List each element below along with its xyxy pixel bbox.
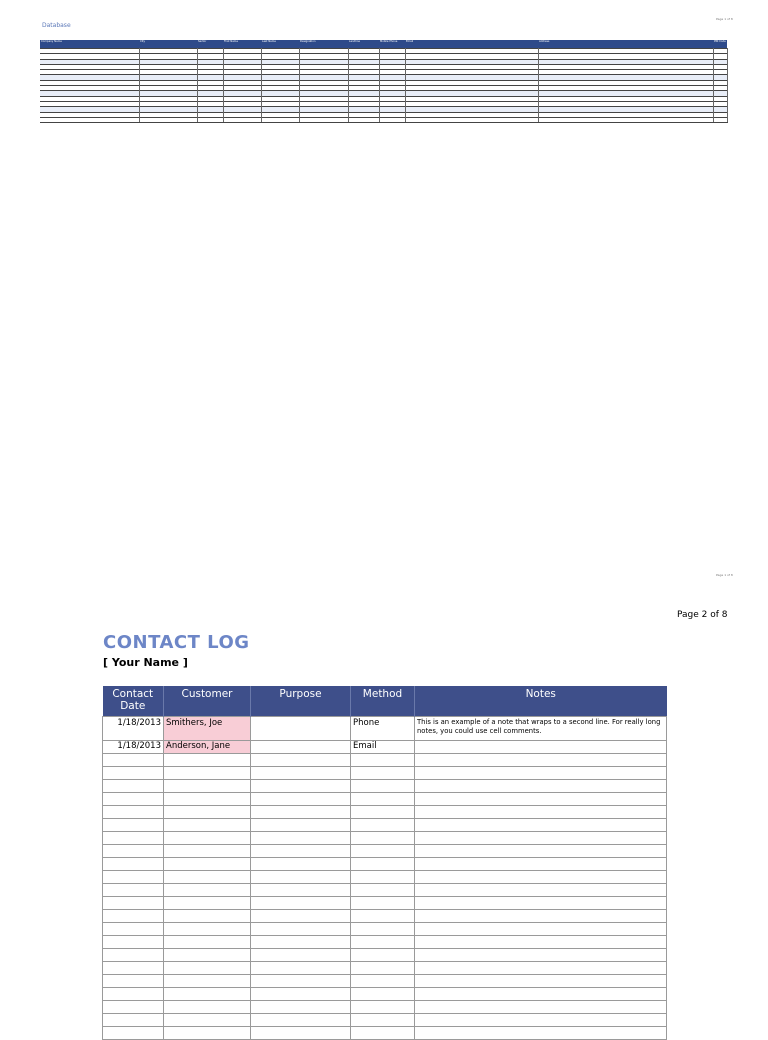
table-row [103, 910, 667, 923]
table-row [103, 767, 667, 780]
table-row [103, 871, 667, 884]
table-row [103, 741, 667, 754]
db-cell [40, 117, 139, 122]
table-row [103, 949, 667, 962]
cell-date[interactable] [103, 1001, 164, 1014]
cell-customer[interactable] [164, 988, 251, 1001]
db-cell [139, 117, 197, 122]
cell-customer[interactable] [164, 936, 251, 949]
cell-method[interactable] [351, 988, 415, 1001]
cell-customer[interactable] [164, 767, 251, 780]
cell-purpose[interactable] [251, 871, 351, 884]
cell-notes[interactable] [415, 858, 667, 871]
cell-method[interactable] [351, 975, 415, 988]
table-row [103, 832, 667, 845]
table-row [103, 858, 667, 871]
cell-date[interactable] [103, 884, 164, 897]
cell-purpose[interactable] [251, 754, 351, 767]
cell-notes[interactable] [415, 754, 667, 767]
cell-purpose[interactable] [251, 767, 351, 780]
cell-date[interactable] [103, 806, 164, 819]
database-table [40, 40, 727, 123]
cell-method[interactable] [351, 962, 415, 975]
cell-customer[interactable] [164, 858, 251, 871]
cell-date[interactable] [103, 871, 164, 884]
page-tag-top: Page 1 of 8 [716, 17, 733, 21]
cell-method[interactable] [351, 754, 415, 767]
cell-method[interactable] [351, 897, 415, 910]
cell-notes[interactable] [415, 780, 667, 793]
db-cell [405, 117, 538, 122]
table-row [103, 1001, 667, 1014]
cell-purpose[interactable] [251, 741, 351, 754]
cell-purpose[interactable] [251, 949, 351, 962]
cell-date[interactable] [103, 975, 164, 988]
cell-customer[interactable] [164, 780, 251, 793]
page-tag-mid: Page 1 of 8 [716, 573, 733, 577]
cell-purpose[interactable] [251, 858, 351, 871]
cell-method[interactable] [351, 767, 415, 780]
table-row [103, 923, 667, 936]
col-contact-date: Contact Date [103, 686, 164, 717]
col-customer: Customer [164, 686, 251, 717]
cell-date[interactable] [103, 1014, 164, 1027]
cell-method[interactable] [351, 910, 415, 923]
cell-date[interactable] [103, 832, 164, 845]
database-title: Database [42, 22, 71, 29]
cell-purpose[interactable] [251, 819, 351, 832]
cell-method[interactable] [351, 871, 415, 884]
cell-date[interactable] [103, 910, 164, 923]
cell-purpose[interactable] [251, 832, 351, 845]
cell-notes[interactable] [415, 1027, 667, 1040]
cell-notes[interactable] [415, 910, 667, 923]
contact-log-body [103, 717, 667, 1040]
cell-notes[interactable] [415, 923, 667, 936]
database-header-row [40, 40, 727, 49]
cell-purpose[interactable] [251, 936, 351, 949]
page-title: CONTACT LOG [103, 632, 250, 653]
cell-purpose[interactable] [251, 1001, 351, 1014]
cell-method[interactable] [351, 936, 415, 949]
cell-date[interactable] [103, 754, 164, 767]
cell-notes[interactable] [415, 767, 667, 780]
table-row [103, 897, 667, 910]
cell-method[interactable]: Phone [351, 717, 415, 741]
db-cell [538, 117, 713, 122]
cell-purpose[interactable] [251, 910, 351, 923]
cell-customer[interactable] [164, 754, 251, 767]
cell-customer[interactable] [164, 1027, 251, 1040]
db-col-last-name: Last Name [261, 40, 299, 49]
db-col-pin: PIN Code [713, 40, 727, 49]
cell-date[interactable] [103, 962, 164, 975]
cell-notes[interactable] [415, 949, 667, 962]
cell-purpose[interactable] [251, 717, 351, 741]
cell-notes[interactable] [415, 936, 667, 949]
cell-purpose[interactable] [251, 806, 351, 819]
col-method: Method [351, 686, 415, 717]
col-purpose: Purpose [251, 686, 351, 717]
table-row [40, 117, 727, 122]
db-cell [713, 117, 727, 122]
cell-customer[interactable] [164, 910, 251, 923]
contact-log-header-row [103, 686, 667, 717]
cell-method[interactable] [351, 949, 415, 962]
cell-date[interactable] [103, 793, 164, 806]
cell-date[interactable] [103, 936, 164, 949]
cell-notes[interactable] [415, 975, 667, 988]
cell-date[interactable] [103, 858, 164, 871]
cell-notes[interactable] [415, 1014, 667, 1027]
db-col-landline: Landline [348, 40, 379, 49]
cell-method[interactable] [351, 832, 415, 845]
col-notes: Notes [415, 686, 667, 717]
contact-log-table [102, 686, 666, 1040]
cell-purpose[interactable] [251, 1014, 351, 1027]
db-cell [223, 117, 261, 122]
database-body [40, 49, 727, 123]
cell-notes[interactable] [415, 884, 667, 897]
db-col-mobile: Mobile Phone [379, 40, 405, 49]
cell-purpose[interactable] [251, 975, 351, 988]
db-col-city: City [139, 40, 197, 49]
table-row [103, 1014, 667, 1027]
cell-date[interactable] [103, 897, 164, 910]
cell-customer[interactable] [164, 949, 251, 962]
cell-date[interactable] [103, 767, 164, 780]
table-row [103, 845, 667, 858]
cell-notes[interactable] [415, 871, 667, 884]
cell-purpose[interactable] [251, 962, 351, 975]
table-row [103, 962, 667, 975]
page-number: Page 2 of 8 [677, 610, 728, 620]
table-row [103, 1027, 667, 1040]
cell-customer[interactable] [164, 819, 251, 832]
cell-customer[interactable] [164, 1014, 251, 1027]
cell-method[interactable]: Email [351, 741, 415, 754]
cell-method[interactable] [351, 793, 415, 806]
table-row [103, 780, 667, 793]
cell-notes[interactable] [415, 793, 667, 806]
table-row [103, 884, 667, 897]
cell-purpose[interactable] [251, 845, 351, 858]
cell-notes[interactable] [415, 962, 667, 975]
cell-purpose[interactable] [251, 988, 351, 1001]
db-col-first-name: First Name [223, 40, 261, 49]
cell-notes[interactable] [415, 897, 667, 910]
cell-method[interactable] [351, 1001, 415, 1014]
cell-notes[interactable] [415, 741, 667, 754]
cell-method[interactable] [351, 923, 415, 936]
cell-purpose[interactable] [251, 780, 351, 793]
cell-customer[interactable] [164, 832, 251, 845]
cell-customer[interactable] [164, 793, 251, 806]
cell-customer[interactable]: Smithers, Joe [164, 717, 251, 741]
cell-method[interactable] [351, 806, 415, 819]
cell-date[interactable]: 1/18/2013 [103, 741, 164, 754]
db-cell [348, 117, 379, 122]
db-cell [261, 117, 299, 122]
cell-customer[interactable] [164, 845, 251, 858]
cell-method[interactable] [351, 884, 415, 897]
cell-date[interactable] [103, 1027, 164, 1040]
cell-customer[interactable] [164, 923, 251, 936]
cell-customer[interactable]: Anderson, Jane [164, 741, 251, 754]
cell-notes[interactable] [415, 845, 667, 858]
table-row [103, 819, 667, 832]
cell-date[interactable] [103, 819, 164, 832]
db-col-designation: Designation [299, 40, 348, 49]
cell-customer[interactable] [164, 962, 251, 975]
page-subtitle: [ Your Name ] [103, 656, 188, 669]
cell-customer[interactable] [164, 897, 251, 910]
cell-purpose[interactable] [251, 923, 351, 936]
cell-date[interactable] [103, 845, 164, 858]
db-col-company: Company Name [40, 40, 139, 49]
cell-method[interactable] [351, 1014, 415, 1027]
cell-method[interactable] [351, 858, 415, 871]
cell-purpose[interactable] [251, 793, 351, 806]
db-cell [299, 117, 348, 122]
cell-date[interactable] [103, 780, 164, 793]
db-col-email: Email [405, 40, 538, 49]
table-row [103, 988, 667, 1001]
cell-method[interactable] [351, 819, 415, 832]
table-row [103, 806, 667, 819]
cell-date[interactable] [103, 988, 164, 1001]
table-row [103, 717, 667, 741]
cell-customer[interactable] [164, 884, 251, 897]
db-col-sector: Sector [197, 40, 223, 49]
cell-notes[interactable] [415, 988, 667, 1001]
db-col-address: Address [538, 40, 713, 49]
cell-method[interactable] [351, 845, 415, 858]
cell-date[interactable]: 1/18/2013 [103, 717, 164, 741]
cell-notes[interactable]: This is an example of a note that wraps to a second line. For really long notes, you could use cell comments. [415, 717, 667, 741]
table-row [103, 793, 667, 806]
cell-notes[interactable] [415, 819, 667, 832]
db-cell [379, 117, 405, 122]
cell-method[interactable] [351, 780, 415, 793]
db-cell [197, 117, 223, 122]
cell-notes[interactable] [415, 1001, 667, 1014]
table-row [103, 975, 667, 988]
cell-purpose[interactable] [251, 1027, 351, 1040]
cell-date[interactable] [103, 923, 164, 936]
table-row [103, 754, 667, 767]
cell-notes[interactable] [415, 832, 667, 845]
table-row [103, 936, 667, 949]
cell-purpose[interactable] [251, 897, 351, 910]
cell-purpose[interactable] [251, 884, 351, 897]
cell-date[interactable] [103, 949, 164, 962]
cell-customer[interactable] [164, 975, 251, 988]
cell-customer[interactable] [164, 871, 251, 884]
cell-notes[interactable] [415, 806, 667, 819]
cell-customer[interactable] [164, 1001, 251, 1014]
cell-customer[interactable] [164, 806, 251, 819]
cell-method[interactable] [351, 1027, 415, 1040]
